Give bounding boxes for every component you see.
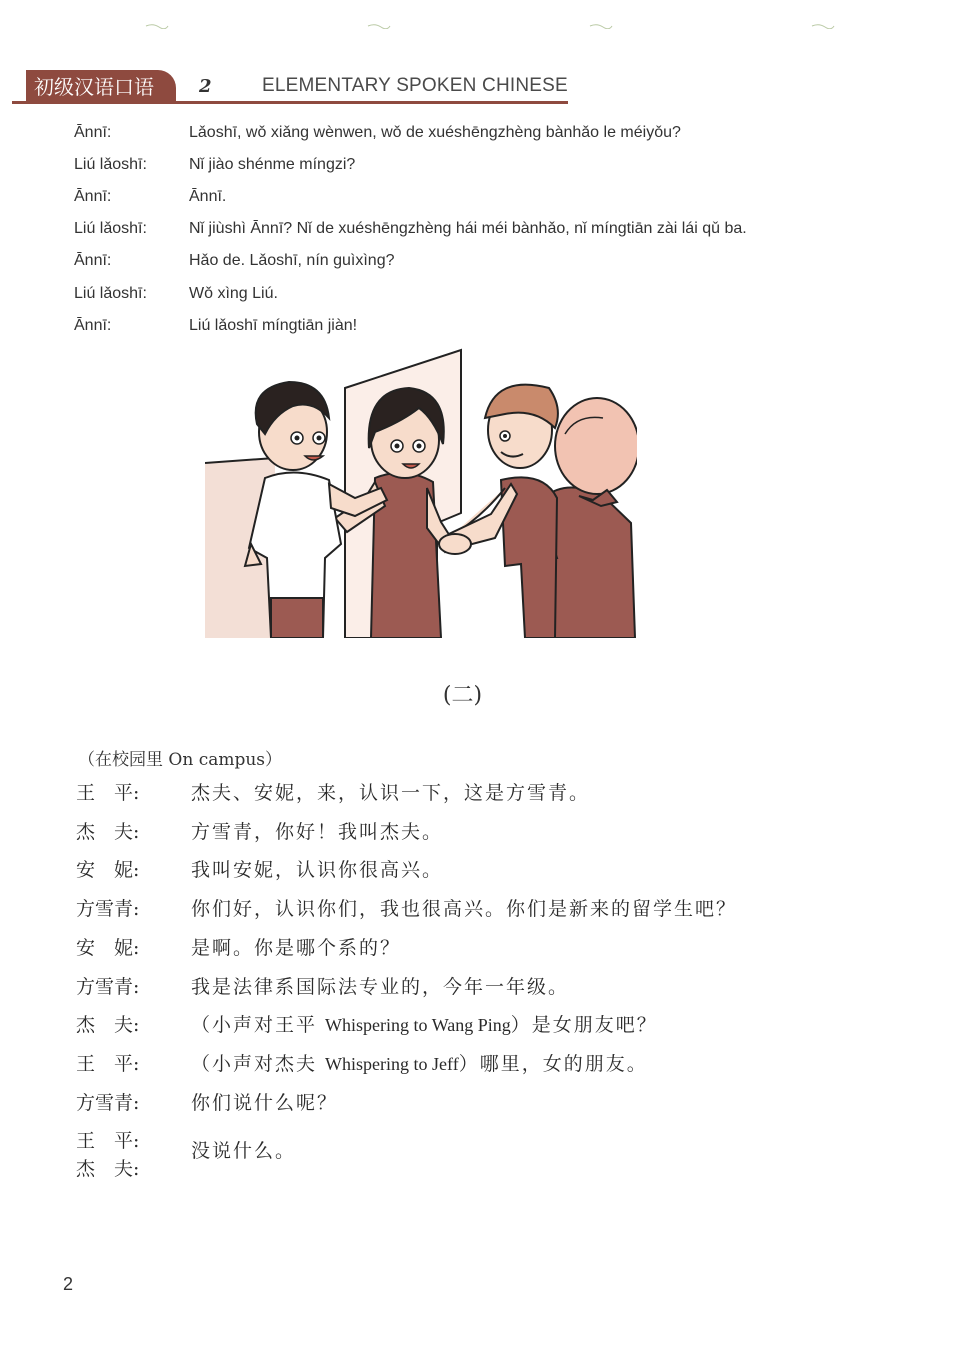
- dialogue-line: 杰夫、安妮，来，认识一下，这是方雪青。: [191, 782, 591, 804]
- speaker: Ānnī:: [74, 124, 112, 141]
- speaker: 安 妮:: [76, 937, 140, 959]
- dialogue-line: 是啊。你是哪个系的？: [191, 937, 402, 959]
- dialogue-line: Hǎo de. Lǎoshī, nín guìxìng?: [189, 252, 395, 269]
- section-heading: (二): [442, 683, 483, 708]
- dialogue-line: 我是法律系国际法专业的，今年一年级。: [191, 976, 570, 998]
- dialogue-line: Lǎoshī, wǒ xiǎng wènwen, wǒ de xuéshēngzhèng bànhǎo le méiyǒu?: [189, 124, 681, 141]
- students-greeting-illustration: [205, 348, 637, 638]
- header-tab: 初级汉语口语: [26, 70, 176, 102]
- dialogue-line-with-note: [191, 1049, 648, 1076]
- dialogue-line: Liú lǎoshī míngtiān jiàn!: [189, 317, 358, 334]
- header-page-number: 2: [199, 76, 212, 97]
- dialogue-line: 没说什么。: [191, 1140, 297, 1162]
- dialogue-line: Wǒ xìng Liú.: [189, 285, 278, 302]
- dialogue-line: 你们说什么呢？: [191, 1092, 339, 1114]
- speaker: 方雪青:: [76, 1092, 140, 1114]
- speaker: 王 平:: [76, 782, 140, 804]
- top-mark: [811, 14, 835, 20]
- speaker: Liú lǎoshī:: [74, 220, 147, 237]
- dialogue-line: 我叫安妮，认识你很高兴。: [191, 859, 444, 881]
- stage-note-close: ）: [510, 1014, 532, 1036]
- dialogue-line: Nǐ jiùshì Ānnī? Nǐ de xuéshēngzhèng hái méi bànhǎo, nǐ míngtiān zài lái qǔ ba.: [189, 220, 747, 237]
- speaker: Ānnī:: [74, 188, 112, 205]
- speaker: Liú lǎoshī:: [74, 285, 147, 302]
- top-mark: [367, 14, 391, 20]
- book-title: ELEMENTARY SPOKEN CHINESE: [262, 75, 568, 96]
- speaker: 方雪青:: [76, 898, 140, 920]
- top-mark: [589, 14, 613, 20]
- speaker: 杰 夫:: [76, 1158, 140, 1180]
- speaker: 杰 夫:: [76, 821, 140, 843]
- header-rule: [12, 101, 568, 104]
- speaker: 方雪青:: [76, 976, 140, 998]
- stage-note-english: Whispering to Wang Ping: [325, 1015, 511, 1035]
- dialogue-line: Ānnī.: [189, 188, 227, 205]
- dialogue-line: 方雪青，你好！我叫杰夫。: [191, 821, 444, 843]
- top-mark: [145, 14, 169, 20]
- stage-note-close: ）: [458, 1053, 480, 1075]
- stage-note-english: Whispering to Jeff: [325, 1054, 459, 1074]
- dialogue-line-with-note: [191, 1010, 658, 1037]
- speaker: Ānnī:: [74, 317, 112, 334]
- dialogue-line: 哪里，女的朋友。: [479, 1053, 648, 1075]
- dialogue-line: 是女朋友吧？: [531, 1014, 658, 1036]
- scene-description: （在校园里 On campus）: [78, 750, 283, 770]
- stage-note-open: （小声对王平: [191, 1014, 326, 1036]
- stage-note-open: （小声对杰夫: [191, 1053, 326, 1075]
- speaker: Ānnī:: [74, 252, 112, 269]
- speaker: 杰 夫:: [76, 1014, 140, 1036]
- dialogue-line: 你们好，认识你们，我也很高兴。你们是新来的留学生吧？: [191, 898, 738, 920]
- speaker: 安 妮:: [76, 859, 140, 881]
- speaker: 王 平:: [76, 1053, 140, 1075]
- handshake: [439, 534, 471, 554]
- footer-page-number: 2: [63, 1274, 74, 1294]
- boy-right: [449, 385, 558, 638]
- speaker: Liú lǎoshī:: [74, 156, 147, 173]
- speaker: 王 平:: [76, 1130, 140, 1152]
- dialogue-line: Nǐ jiào shénme míngzi?: [189, 156, 356, 173]
